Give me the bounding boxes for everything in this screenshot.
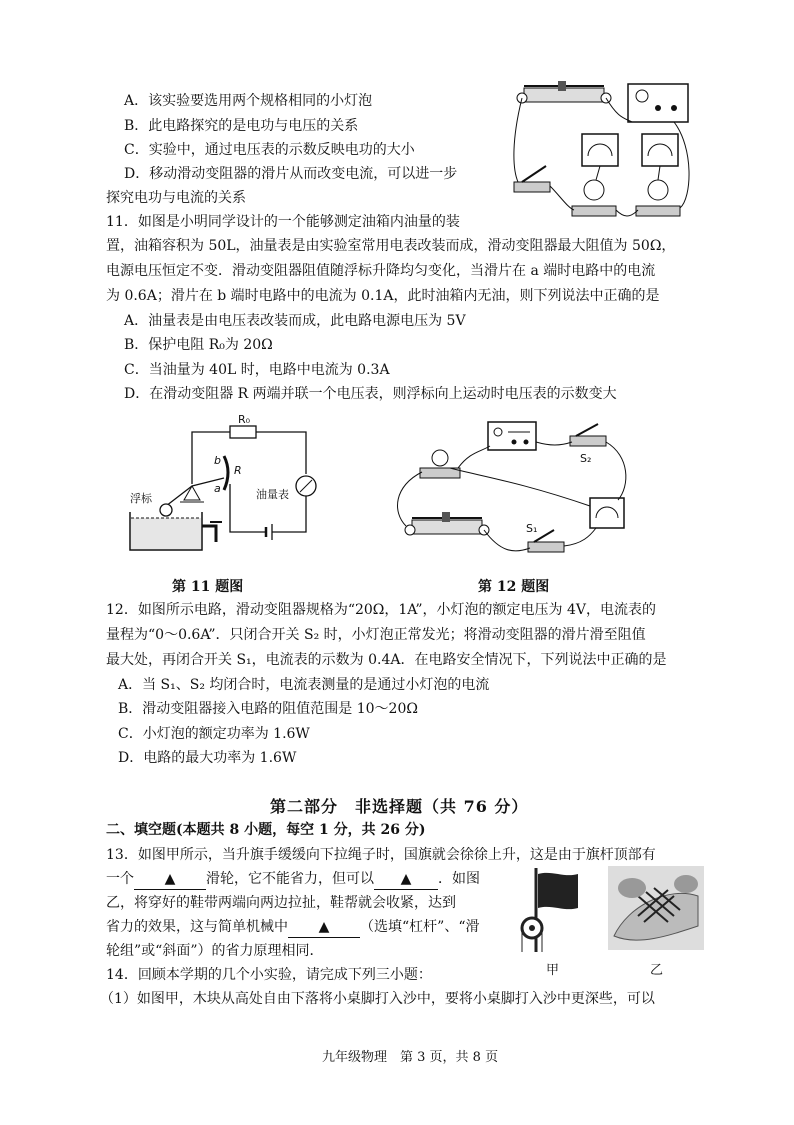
q12-option-d: D．电路的最大功率为 1.6W [118,750,297,766]
q10-apparatus-figure [508,78,698,228]
q13-line2: 一个 ▲ 滑轮，它不能省力，但可以 ▲ ．如图 [106,869,480,890]
q13-shoelace-photo [608,866,704,950]
q12-stem-line1: 12．如图所示电路，滑动变阻器规格为“20Ω，1A”，小灯泡的额定电压为 4V，电流表的 [106,602,656,618]
q11-label-b: b [214,454,221,467]
q11-label-r: R [234,464,242,477]
q13-line1: 13．如图甲所示，当升旗手缓缓向下拉绳子时，国旗就会徐徐上升，这是由于旗杆顶部有 [106,847,656,863]
q10-option-c: C．实验中，通过电压表的示数反映电功的大小 [124,142,415,158]
part2-title: 第二部分 非选择题（共 76 分） [270,797,529,816]
page-footer: 九年级物理 第 3 页，共 8 页 [322,1050,499,1065]
q11-option-c: C．当油量为 40L 时，电路中电流为 0.3A [124,362,390,378]
q11-label-float: 浮标 [130,492,152,505]
q13-line5: 轮组”或“斜面”）的省力原理相同． [106,943,324,959]
q12-option-b: B．滑动变阻器接入电路的阻值范围是 10～20Ω [118,701,418,717]
q13-line4: 省力的效果，这与简单机械中 ▲ （选填“杠杆”、“滑 [106,917,479,938]
q13-fig-label-yi: 乙 [650,963,664,978]
q14-line2: （1）如图甲，木块从高处自由下落将小桌脚打入沙中，要将小桌脚打入沙中更深些，可以 [100,991,655,1007]
q14-line1: 14．回顾本学期的几个小实验，请完成下列三小题： [106,967,432,983]
q12-option-c: C．小灯泡的额定功率为 1.6W [118,726,310,742]
q12-label-s2: S₂ [580,452,592,465]
q11-label-meter: 油量表 [256,488,289,501]
q11-oil-gauge-circuit [126,414,326,564]
q12-stem-line2: 量程为“0～0.6A”．只闭合开关 S₂ 时，小灯泡正常发光；将滑动变阻器的滑片滑至阻值 [106,627,646,643]
q10-option-d: D．移动滑动变阻器的滑片从而改变电流，可以进一步 [124,166,458,182]
q10-option-b: B．此电路探究的是电功与电压的关系 [124,118,359,134]
q13-blank-1[interactable]: ▲ [134,869,206,890]
q11-option-a: A．油量表是由电压表改装而成，此电路电源电压为 5V [124,313,466,329]
q12-circuit-figure [390,416,640,566]
q13-fig-label-jia: 甲 [546,963,560,978]
q12-figure-caption: 第 12 题图 [478,579,550,595]
q11-stem-line4: 为 0.6A；滑片在 b 端时电路中的电流为 0.1A，此时油箱内无油，则下列说法中正确的是 [106,288,660,304]
q13-flag-pulley-photo [508,868,580,952]
q12-option-a: A．当 S₁、S₂ 均闭合时，电流表测量的是通过小灯泡的电流 [118,677,490,693]
q11-figure-caption: 第 11 题图 [172,579,244,595]
q13-blank-2[interactable]: ▲ [374,869,438,890]
fill-blank-section-heading: 二、填空题(本题共 8 小题，每空 1 分，共 26 分) [106,822,426,838]
q11-stem-line1: 11．如图是小明同学设计的一个能够测定油箱内油量的装 [106,214,460,230]
q11-label-r0: R₀ [238,414,251,426]
q12-stem-line3: 最大处，再闭合开关 S₁，电流表的示数为 0.4A．在电路安全情况下，下列说法中正确的是 [106,652,667,668]
q11-option-d: D．在滑动变阻器 R 两端并联一个电压表，则浮标向上运动时电压表的示数变大 [124,386,617,402]
q10-option-d-cont: 探究电功与电流的关系 [106,190,246,206]
q12-label-s1: S₁ [526,522,538,535]
q11-stem-line3: 电源电压恒定不变．滑动变阻器阻值随浮标升降均匀变化，当滑片在 a 端时电路中的电流 [106,263,656,279]
q13-line3: 乙，将穿好的鞋带两端向两边拉扯，鞋帮就会收紧，达到 [106,895,456,911]
q11-option-b: B．保护电阻 R₀为 20Ω [124,337,273,353]
q11-label-a: a [214,482,221,495]
q13-blank-3[interactable]: ▲ [288,917,360,938]
q10-option-a: A．该实验要选用两个规格相同的小灯泡 [124,93,373,109]
q11-stem-line2: 置，油箱容积为 50L，油量表是由实验室常用电表改装而成，滑动变阻器最大阻值为 50Ω， [106,238,676,254]
